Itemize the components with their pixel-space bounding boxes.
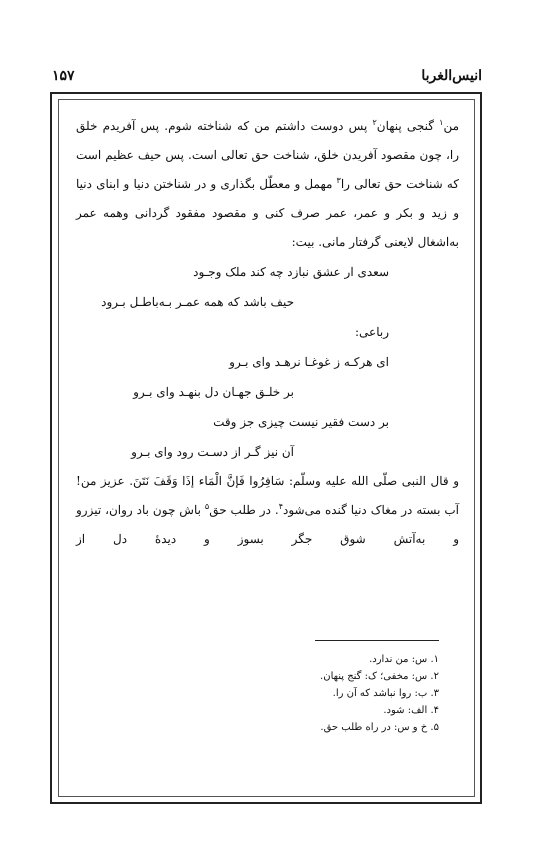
text-segment: باش چون باد روان، تیزرو و به‌آتش شوق جگر بسوز و دیدهٔ دل از	[76, 503, 459, 546]
text-segment: مهمل و معطّل بگذاری و در شناختن دنیا و ابنای دنیا و زید و بکر و عمر، عمر صرف کنی و مقصود مفقود گردانی وهمه عمر به‌اشغال لایعنی گرفتار مانی. بیت:	[76, 177, 460, 249]
paragraph-2	[76, 467, 459, 554]
footnotes	[240, 651, 439, 736]
main-text	[76, 112, 459, 554]
footnote: ۲. س: مخفی؛ ک: گنج پنهان.	[320, 671, 439, 682]
text-segment: من	[443, 119, 459, 133]
footnote-marker: ۱	[439, 118, 444, 127]
rubai-line: بر خلـق جهـان دل بنهـد وای بـرو	[133, 385, 294, 399]
rubai-line: بر دست فقیر نیست چیزی جز وقت	[213, 415, 389, 429]
text-segment: گنجی پنهان	[376, 119, 440, 133]
footnote-marker: ۴	[278, 502, 283, 511]
verse-line: سعدی ار عشق نبازد چه کند ملک وجـود	[193, 265, 389, 279]
text-segment: پس دوست داشتم من که شناخته شوم. پس آفریدم خلق را، چون مقصود آفریدن خلق، شناخت حق تعالی است. پس حیف عظیم است که شناخت حق تعالی را	[76, 119, 459, 191]
footnote: ۴. الف: شود.	[383, 705, 439, 716]
text-segment: . در طلب حق	[209, 503, 279, 517]
paragraph-1	[76, 112, 459, 257]
verse-line: حیف باشد که همه عمـر بـه‌باطـل بـرود	[101, 295, 294, 309]
footnote-marker: ۵	[204, 502, 210, 511]
rubai-label: رباعی:	[355, 325, 389, 339]
text-segment: و قال النبی صلّی الله علیه وسلّم: سَافِرُوا فَإنَّ الْمَاء إذَا وَقَفَ نَتَنَ. عزیز من! آب بسته در مغاک دنیا گنده می‌شود	[76, 474, 459, 517]
page-number: ۱۵۷	[52, 68, 75, 84]
footnote: ۵. خ و س: در راه طلب حق.	[320, 722, 439, 733]
rubai-line: ای هرکـه ز غوغـا نرهـد وای بـرو	[229, 355, 389, 369]
rubai-line: آن نیز گـر از دسـت رود وای بـرو	[131, 445, 294, 459]
footnote-separator	[315, 640, 439, 641]
footnote: ۳. ب: روا نباشد که آن را.	[332, 688, 439, 699]
footnote: ۱. س: من ندارد.	[369, 654, 439, 665]
running-title: انیس‌الغربا	[421, 68, 482, 84]
footnote-marker: ۲	[372, 118, 377, 127]
footnote-marker: ۳	[336, 176, 341, 185]
